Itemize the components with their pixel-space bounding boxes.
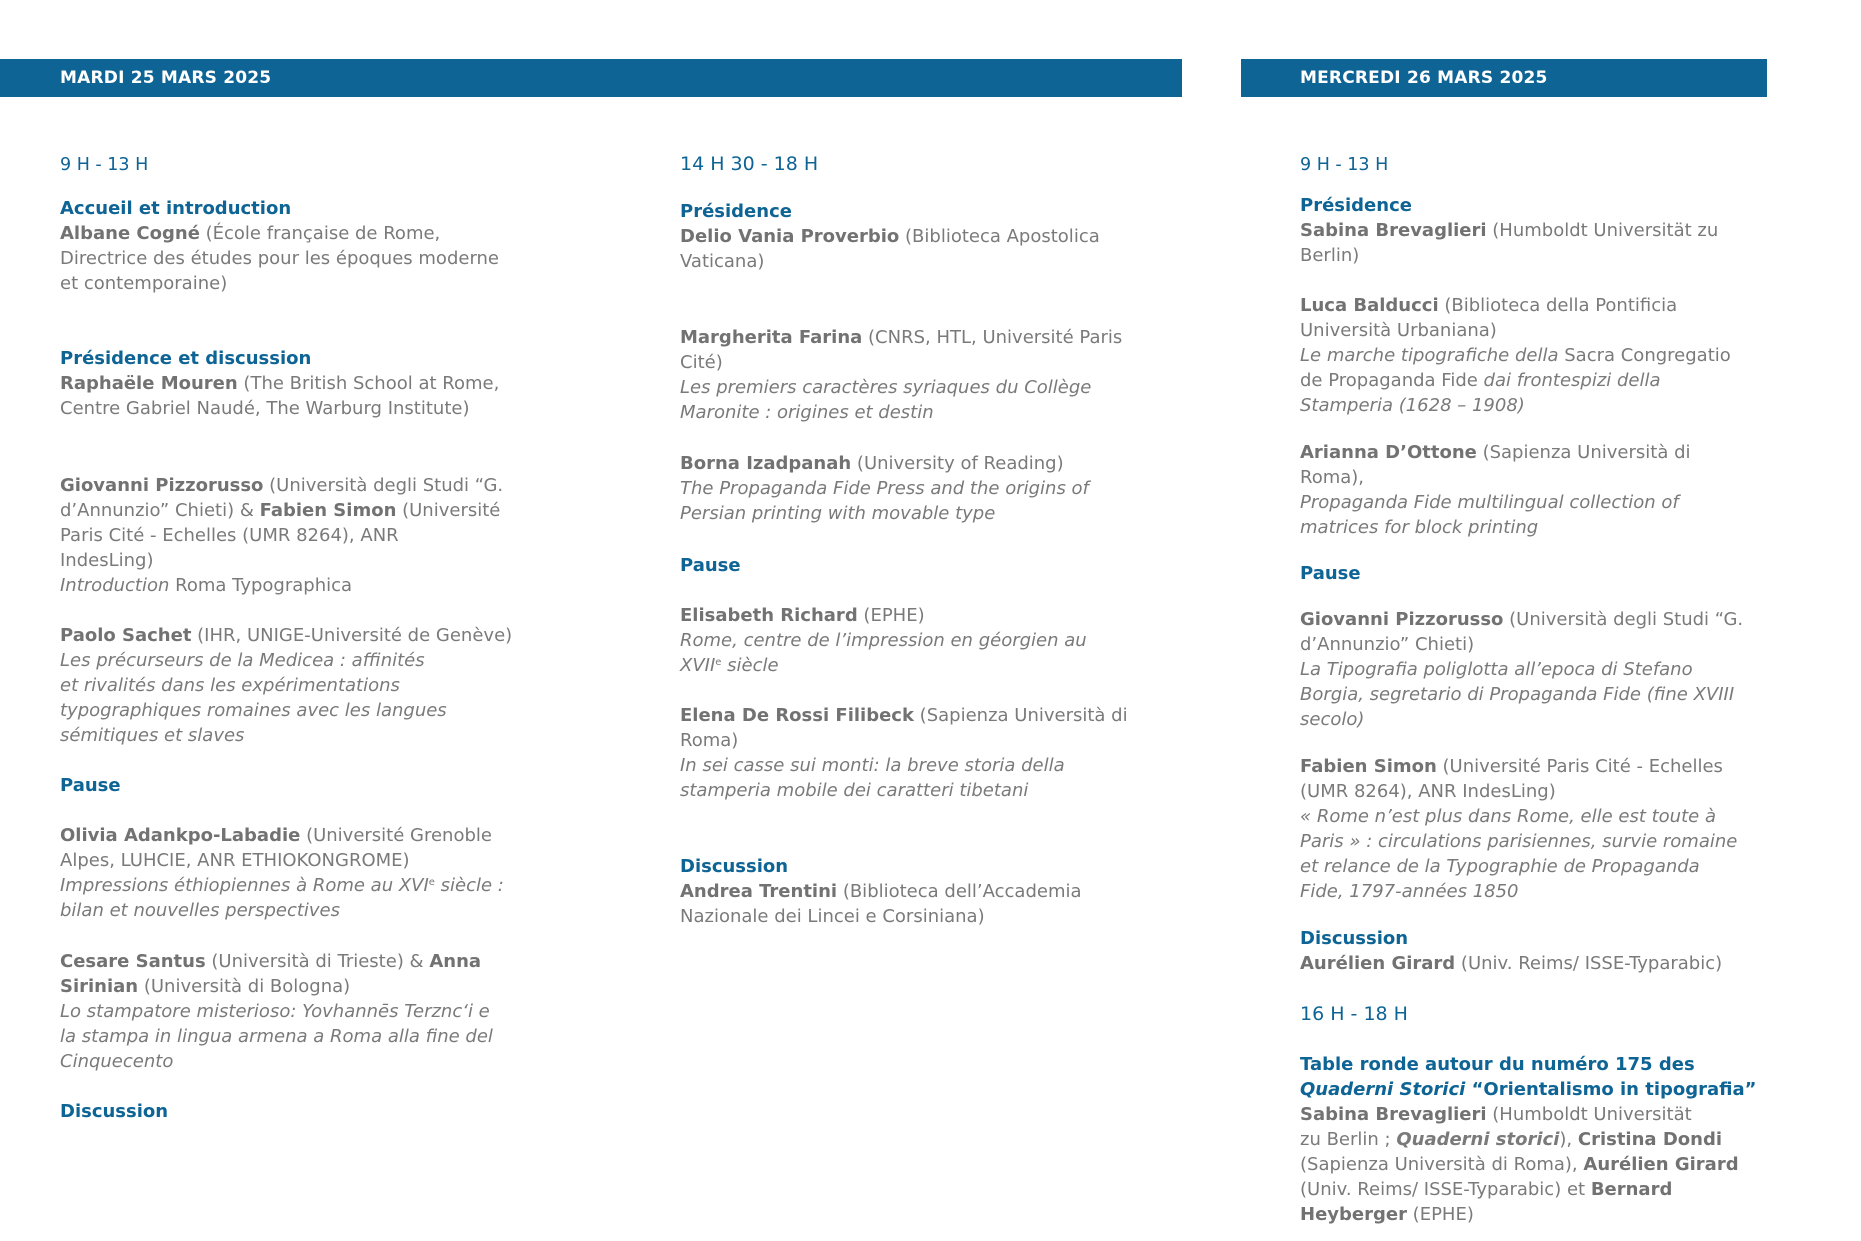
entry-line xyxy=(680,325,1122,350)
talk-title: Les premiers caractères syriaques du Collège xyxy=(680,377,1092,398)
talk-title: siècle xyxy=(721,655,779,676)
time-label: 9 H - 13 H xyxy=(1300,155,1389,175)
entry-line xyxy=(680,728,1128,753)
section-heading: Discussion xyxy=(1300,928,1409,949)
entry-line xyxy=(60,221,499,246)
program-entry-m-presidence xyxy=(680,199,1100,274)
affiliation: Alpes, LUHCIE, ANR ETHIOKONGROME) xyxy=(60,850,410,871)
entry-line xyxy=(1300,368,1731,393)
entry-line xyxy=(60,346,499,371)
entry-line xyxy=(60,1099,168,1124)
entry-line xyxy=(680,879,1082,904)
section-heading: Présidence et discussion xyxy=(60,348,312,369)
program-entry-r-pause xyxy=(1300,561,1361,586)
talk-title: Rome, centre de l’impression en géorgien au xyxy=(680,630,1087,651)
entry-line xyxy=(60,823,504,848)
superscript: e xyxy=(715,657,722,668)
affiliation: (IHR, UNIGE-Université de Genève) xyxy=(191,625,513,646)
entry-line xyxy=(680,501,1089,526)
program-entry-l-presidence xyxy=(60,346,499,421)
affiliation: (Biblioteca dell’Accademia xyxy=(837,881,1082,902)
entry-line xyxy=(1300,243,1718,268)
entry-line xyxy=(1300,607,1743,632)
time-label: 16 H - 18 H xyxy=(1300,1003,1408,1025)
talk-title: Introduction xyxy=(60,575,170,596)
talk-title: Cinquecento xyxy=(60,1051,174,1072)
entry-line xyxy=(680,653,1087,678)
affiliation: zu Berlin ; xyxy=(1300,1129,1397,1150)
speaker-name: Aurélien Girard xyxy=(1583,1154,1739,1175)
day-header-label: MERCREDI 26 MARS 2025 xyxy=(1300,68,1548,88)
entry-line xyxy=(680,854,1082,879)
program-entry-m-discussion xyxy=(680,854,1082,929)
entry-line xyxy=(1300,779,1737,804)
entry-line xyxy=(1300,879,1737,904)
affiliation: d’Annunzio” Chieti) & xyxy=(60,500,260,521)
entry-line xyxy=(680,904,1082,929)
entry-line xyxy=(1300,754,1737,779)
affiliation: (Univ. Reims/ ISSE-Typarabic) xyxy=(1455,953,1723,974)
program-entry-l-pause xyxy=(60,773,121,798)
affiliation: Sacra Congregatio xyxy=(1558,345,1731,366)
entry-line xyxy=(60,371,499,396)
entry-line xyxy=(680,628,1087,653)
talk-title: la stampa in lingua armena a Roma alla fine del xyxy=(60,1026,493,1047)
speaker-name: Elisabeth Richard xyxy=(680,605,858,626)
speaker-name: Fabien Simon xyxy=(1300,756,1437,777)
entry-line xyxy=(680,778,1128,803)
section-heading: Discussion xyxy=(60,1101,169,1122)
speaker-name: Raphaële Mouren xyxy=(60,373,238,394)
entry-line xyxy=(1300,293,1731,318)
entry-line xyxy=(1300,951,1722,976)
affiliation: (Sapienza Università di xyxy=(913,705,1128,726)
program-entry-l-pizzorusso xyxy=(60,473,503,598)
speaker-name: Sabina Brevaglieri xyxy=(1300,1104,1487,1125)
speaker-name: Borna Izadpanah xyxy=(680,453,852,474)
entry-line xyxy=(680,753,1128,778)
speaker-name: Paolo Sachet xyxy=(60,625,192,646)
time-label: 14 H 30 - 18 H xyxy=(680,153,819,175)
affiliation: Centre Gabriel Naudé, The Warburg Institute) xyxy=(60,398,470,419)
entry-line xyxy=(60,498,503,523)
entry-line xyxy=(60,623,512,648)
entry-line xyxy=(1300,926,1722,951)
entry-line xyxy=(1300,393,1731,418)
entry-line xyxy=(1300,854,1737,879)
affiliation: (UMR 8264), ANR IndesLing) xyxy=(1300,781,1556,802)
speaker-name: Cesare Santus xyxy=(60,951,206,972)
affiliation: Berlin) xyxy=(1300,245,1360,266)
talk-title: secolo) xyxy=(1300,709,1365,730)
day-header-tuesday xyxy=(0,59,1182,97)
entry-line xyxy=(680,400,1122,425)
entry-line xyxy=(1300,1052,1756,1077)
affiliation: IndesLing) xyxy=(60,550,154,571)
talk-title: Maronite : origines et destin xyxy=(680,402,934,423)
time-slot-r-time2 xyxy=(1300,1002,1408,1027)
entry-line xyxy=(680,199,1100,224)
affiliation: (Humboldt Universität xyxy=(1486,1104,1692,1125)
affiliation: Roma Typographica xyxy=(169,575,353,596)
entry-line xyxy=(1300,440,1691,465)
speaker-name: Andrea Trentini xyxy=(680,881,838,902)
entry-line xyxy=(1300,632,1743,657)
entry-line xyxy=(60,974,493,999)
speaker-name: Bernard xyxy=(1590,1179,1673,1200)
affiliation: (CNRS, HTL, Université Paris xyxy=(862,327,1123,348)
affiliation: Nazionale dei Lincei e Corsiniana) xyxy=(680,906,985,927)
entry-line xyxy=(1300,1127,1756,1152)
speaker-name: Luca Balducci xyxy=(1300,295,1439,316)
entry-line xyxy=(1300,682,1743,707)
time-slot-m-time xyxy=(680,152,818,177)
speaker-name: Heyberger xyxy=(1300,1204,1407,1225)
program-entry-r-dottone xyxy=(1300,440,1691,540)
entry-line xyxy=(1300,561,1361,586)
entry-line xyxy=(60,949,493,974)
talk-title: sémitiques et slaves xyxy=(60,725,245,746)
speaker-name: Elena De Rossi Filibeck xyxy=(680,705,914,726)
section-heading: Discussion xyxy=(680,856,789,877)
entry-line xyxy=(60,999,493,1024)
affiliation: (Univ. Reims/ ISSE-Typarabic) et xyxy=(1300,1179,1591,1200)
entry-line xyxy=(60,246,499,271)
speaker-name: Giovanni Pizzorusso xyxy=(1300,609,1504,630)
speaker-name: Sirinian xyxy=(60,976,139,997)
speaker-name: Quaderni storici xyxy=(1396,1129,1560,1150)
talk-title: matrices for block printing xyxy=(1300,517,1539,538)
talk-title: Propaganda Fide multilingual collection of xyxy=(1300,492,1679,513)
entry-line xyxy=(680,451,1089,476)
affiliation: Roma), xyxy=(1300,467,1365,488)
program-entry-r-tableronde xyxy=(1300,1052,1756,1227)
speaker-name: Olivia Adankpo-Labadie xyxy=(60,825,301,846)
talk-title: bilan et nouvelles perspectives xyxy=(60,900,341,921)
entry-line xyxy=(1300,465,1691,490)
entry-line xyxy=(1300,318,1731,343)
section-heading: “Orientalismo in tipografia” xyxy=(1465,1079,1757,1100)
talk-title: stamperia mobile dei caratteri tibetani xyxy=(680,780,1029,801)
affiliation: (École française de Rome, xyxy=(199,223,441,244)
speaker-name: Albane Cogné xyxy=(60,223,200,244)
talk-title: La Tipografia poliglotta all’epoca di Stefano xyxy=(1300,659,1693,680)
entry-line xyxy=(60,152,148,177)
section-heading: Accueil et introduction xyxy=(60,198,292,219)
section-heading: Table ronde autour du numéro 175 des xyxy=(1300,1054,1695,1075)
entry-line xyxy=(1300,343,1731,368)
entry-line xyxy=(60,723,512,748)
talk-title: Lo stampatore misterioso: Yovhannēs Terznc‘i e xyxy=(60,1001,490,1022)
section-heading: Pause xyxy=(1300,563,1361,584)
entry-line xyxy=(60,573,503,598)
section-heading: Quaderni Storici xyxy=(1300,1079,1466,1100)
speaker-name: Delio Vania Proverbio xyxy=(680,226,900,247)
entry-line xyxy=(680,375,1122,400)
program-entry-m-farina xyxy=(680,325,1122,425)
affiliation: Cité) xyxy=(680,352,723,373)
talk-title: XVII xyxy=(680,655,716,676)
affiliation: et contemporaine) xyxy=(60,273,228,294)
speaker-name: Aurélien Girard xyxy=(1300,953,1456,974)
affiliation: Paris Cité - Echelles (UMR 8264), ANR xyxy=(60,525,399,546)
affiliation: (Biblioteca Apostolica xyxy=(899,226,1100,247)
affiliation: (Università degli Studi “G. xyxy=(1503,609,1744,630)
section-heading: Présidence xyxy=(680,201,792,222)
entry-line xyxy=(1300,152,1388,177)
entry-line xyxy=(1300,218,1718,243)
program-entry-l-santus xyxy=(60,949,493,1074)
entry-line xyxy=(1300,804,1737,829)
talk-title: Le marche tipografiche della xyxy=(1300,345,1559,366)
entry-line xyxy=(1300,1077,1756,1102)
affiliation: de Propaganda Fide xyxy=(1300,370,1484,391)
speaker-name: Giovanni Pizzorusso xyxy=(60,475,264,496)
section-heading: Présidence xyxy=(1300,195,1412,216)
talk-title: Borgia, segretario di Propaganda Fide (fine XVIII xyxy=(1300,684,1735,705)
affiliation: Roma) xyxy=(680,730,739,751)
program-entry-l-sachet xyxy=(60,623,512,748)
affiliation: (Université Grenoble xyxy=(300,825,492,846)
entry-line xyxy=(1300,657,1743,682)
entry-line xyxy=(1300,829,1737,854)
entry-line xyxy=(680,603,1087,628)
talk-title: « Rome n’est plus dans Rome, elle est toute à xyxy=(1300,806,1716,827)
entry-line xyxy=(60,673,512,698)
entry-line xyxy=(680,224,1100,249)
talk-title: Les précurseurs de la Medicea : affinités xyxy=(60,650,425,671)
affiliation: (Università di Trieste) & xyxy=(205,951,430,972)
entry-line xyxy=(60,271,499,296)
program-entry-r-discussion xyxy=(1300,926,1722,976)
entry-line xyxy=(60,548,503,573)
affiliation: Directrice des études pour les époques moderne xyxy=(60,248,500,269)
affiliation: (EPHE) xyxy=(1406,1204,1474,1225)
entry-line xyxy=(60,473,503,498)
entry-line xyxy=(60,773,121,798)
affiliation: (Università degli Studi “G. xyxy=(263,475,504,496)
entry-line xyxy=(60,396,499,421)
entry-line xyxy=(680,350,1122,375)
talk-title: Impressions éthiopiennes à Rome au XVI xyxy=(60,875,429,896)
entry-line xyxy=(60,1049,493,1074)
entry-line xyxy=(1300,1152,1756,1177)
entry-line xyxy=(1300,1002,1408,1027)
entry-line xyxy=(60,523,503,548)
speaker-name: Sabina Brevaglieri xyxy=(1300,220,1487,241)
program-entry-r-balducci xyxy=(1300,293,1731,418)
program-entry-m-izadpanah xyxy=(680,451,1089,526)
program-entry-m-derossi xyxy=(680,703,1128,803)
talk-title: dai frontespizi della xyxy=(1483,370,1661,391)
entry-line xyxy=(60,898,504,923)
affiliation: Vaticana) xyxy=(680,251,765,272)
talk-title: Paris » : circulations parisiennes, survie romaine xyxy=(1300,831,1738,852)
affiliation: (Sapienza Università di Roma), xyxy=(1300,1154,1584,1175)
affiliation: (Università di Bologna) xyxy=(138,976,351,997)
entry-line xyxy=(680,553,741,578)
talk-title: et relance de la Typographie de Propaganda xyxy=(1300,856,1700,877)
entry-line xyxy=(680,703,1128,728)
program-entry-r-simon xyxy=(1300,754,1737,904)
time-slot-r-time xyxy=(1300,152,1388,177)
speaker-name: Margherita Farina xyxy=(680,327,863,348)
entry-line xyxy=(1300,707,1743,732)
day-header-label: MARDI 25 MARS 2025 xyxy=(60,68,272,88)
program-entry-m-richard xyxy=(680,603,1087,678)
entry-line xyxy=(1300,1102,1756,1127)
affiliation: (Humboldt Universität zu xyxy=(1486,220,1719,241)
affiliation: (Sapienza Università di xyxy=(1476,442,1691,463)
speaker-name: Fabien Simon xyxy=(259,500,397,521)
speaker-name: Cristina Dondi xyxy=(1577,1129,1723,1150)
affiliation: (EPHE) xyxy=(857,605,925,626)
entry-line xyxy=(60,196,499,221)
entry-line xyxy=(680,249,1100,274)
affiliation: (Université xyxy=(396,500,501,521)
superscript: e xyxy=(428,877,435,888)
speaker-name: Arianna D’Ottone xyxy=(1300,442,1477,463)
talk-title: The Propaganda Fide Press and the origins of xyxy=(680,478,1089,499)
entry-line xyxy=(60,698,512,723)
program-entry-r-pizzorusso xyxy=(1300,607,1743,732)
talk-title: et rivalités dans les expérimentations xyxy=(60,675,400,696)
talk-title: siècle : xyxy=(434,875,504,896)
affiliation: ), xyxy=(1559,1129,1578,1150)
time-slot-l-time xyxy=(60,152,148,177)
entry-line xyxy=(60,873,504,898)
program-entry-l-accueil xyxy=(60,196,499,296)
talk-title: Persian printing with movable type xyxy=(680,503,996,524)
entry-line xyxy=(1300,1177,1756,1202)
affiliation: Università Urbaniana) xyxy=(1300,320,1497,341)
speaker-name: Anna xyxy=(429,951,482,972)
entry-line xyxy=(680,152,818,177)
entry-line xyxy=(680,476,1089,501)
affiliation: (Université Paris Cité - Echelles xyxy=(1436,756,1723,777)
entry-line xyxy=(60,1024,493,1049)
program-entry-m-pause xyxy=(680,553,741,578)
affiliation: (The British School at Rome, xyxy=(237,373,500,394)
time-label: 9 H - 13 H xyxy=(60,155,149,175)
program-entry-r-presidence xyxy=(1300,193,1718,268)
section-heading: Pause xyxy=(60,775,121,796)
entry-line xyxy=(60,848,504,873)
talk-title: typographiques romaines avec les langues xyxy=(60,700,447,721)
program-entry-l-adankpo xyxy=(60,823,504,923)
entry-line xyxy=(1300,193,1718,218)
talk-title: Fide, 1797-années 1850 xyxy=(1300,881,1519,902)
affiliation: d’Annunzio” Chieti) xyxy=(1300,634,1475,655)
affiliation: (University of Reading) xyxy=(851,453,1064,474)
day-header-wednesday xyxy=(1241,59,1767,97)
entry-line xyxy=(1300,515,1691,540)
talk-title: In sei casse sui monti: la breve storia della xyxy=(680,755,1065,776)
entry-line xyxy=(1300,490,1691,515)
affiliation: (Biblioteca della Pontificia xyxy=(1438,295,1678,316)
section-heading: Pause xyxy=(680,555,741,576)
entry-line xyxy=(1300,1202,1756,1227)
program-entry-l-discussion xyxy=(60,1099,168,1124)
talk-title: Stamperia (1628 – 1908) xyxy=(1300,395,1525,416)
entry-line xyxy=(60,648,512,673)
